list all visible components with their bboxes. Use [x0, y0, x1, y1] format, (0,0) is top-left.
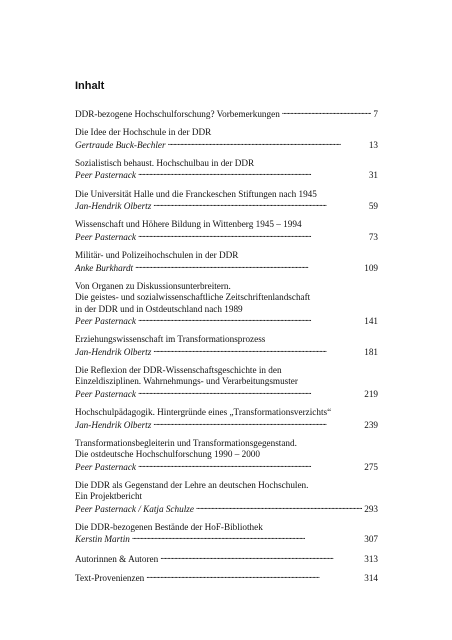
- toc-page-number: 13: [368, 139, 378, 150]
- toc-title-line: Die Universität Halle und die Franckeschen Stiftungen nach 1945: [75, 188, 317, 199]
- toc-entry: [75, 553, 378, 565]
- toc-title-line: Sozialistisch behaust. Hochschulbau in der DDR: [75, 158, 255, 168]
- toc-line: [75, 346, 378, 358]
- toc-author: Peer Pasternack: [75, 461, 136, 472]
- toc-title: Autorinnen & Autoren: [75, 553, 159, 564]
- dot-leader: [153, 419, 362, 428]
- toc-title-line: Von Organen zu Diskussionsunterbreitern.: [75, 280, 231, 291]
- toc-page-number: 275: [364, 461, 378, 472]
- toc-author: Jan-Hendrik Olbertz: [75, 419, 152, 430]
- toc-author: Peer Pasternack: [75, 231, 136, 242]
- toc-title-line: Transformationsbegleiterin und Transformationsgegenstand.: [75, 437, 297, 448]
- dot-leader: [146, 572, 362, 581]
- dot-leader: [138, 315, 362, 324]
- toc-line: [75, 169, 378, 181]
- toc-title-line: in der DDR und in Ostdeutschland nach 1989: [75, 303, 243, 314]
- toc-entry: [75, 281, 378, 328]
- toc-line: [75, 461, 378, 473]
- toc-title: Text-Provenienzen: [75, 573, 145, 584]
- dot-leader: [282, 108, 372, 117]
- toc-entry: [75, 522, 378, 546]
- toc-author: Peer Pasternack: [75, 388, 136, 399]
- toc-title-line: Militär- und Polizeihochschulen in der DDR: [75, 250, 239, 261]
- dot-leader: [138, 461, 362, 470]
- toc-line: [75, 231, 378, 243]
- dot-leader: [135, 262, 362, 271]
- toc-entry: [75, 365, 378, 400]
- dot-leader: [160, 553, 362, 562]
- toc-line: [75, 419, 378, 431]
- toc-author: Anke Burkhardt: [75, 262, 134, 273]
- toc-entry: [75, 407, 378, 431]
- toc-title-line: Die Reflexion der DDR-Wissenschaftsgeschichte in den: [75, 365, 282, 376]
- toc-entry: [75, 250, 378, 274]
- toc-entry: [75, 219, 378, 243]
- toc-page-number: 141: [364, 316, 378, 327]
- toc-entry: [75, 127, 378, 151]
- toc-entry: [75, 572, 378, 584]
- toc-title-line: Ein Projektbericht: [75, 491, 143, 502]
- dot-leader: [153, 200, 367, 209]
- dot-leader: [153, 346, 362, 355]
- toc-page-number: 314: [364, 573, 378, 584]
- toc-heading: Inhalt: [75, 80, 105, 92]
- dot-leader: [168, 139, 367, 148]
- table-of-contents: [75, 108, 378, 591]
- toc-line: [75, 262, 378, 274]
- toc-line: [75, 533, 378, 545]
- toc-author: Gertraude Buck-Bechler: [75, 139, 166, 150]
- toc-line: [75, 315, 378, 327]
- toc-entry: [75, 480, 378, 515]
- dot-leader: [196, 503, 362, 512]
- toc-page-number: 293: [364, 503, 378, 514]
- toc-line: [75, 139, 378, 151]
- toc-entry: [75, 108, 378, 120]
- toc-line: [75, 553, 378, 565]
- toc-page-number: 307: [364, 534, 378, 545]
- toc-line: [75, 407, 378, 418]
- toc-line: [75, 572, 378, 584]
- toc-page-number: 59: [368, 201, 378, 212]
- toc-entry: [75, 438, 378, 473]
- toc-line: [75, 108, 378, 120]
- toc-title-line: Die DDR als Gegenstand der Lehre an deutschen Hochschulen.: [75, 479, 309, 490]
- toc-title-line: Einzeldisziplinen. Wahrnehmungs- und Verarbeitungsmuster: [75, 376, 298, 387]
- toc-author: Jan-Hendrik Olbertz: [75, 201, 152, 212]
- toc-page-number: 7: [373, 109, 378, 119]
- toc-title-line: Erziehungswissenschaft im Transformationsprozess: [75, 334, 266, 345]
- toc-page-number: 73: [368, 231, 378, 242]
- toc-title-line: Die Idee der Hochschule in der DDR: [75, 127, 212, 138]
- toc-line: [75, 388, 378, 400]
- toc-entry: [75, 189, 378, 213]
- toc-entry: [75, 334, 378, 358]
- toc-line: [75, 503, 378, 515]
- toc-page-number: 31: [368, 170, 378, 181]
- dot-leader: [138, 169, 367, 178]
- toc-title-line: Die ostdeutsche Hochschulforschung 1990 – 2000: [75, 449, 260, 460]
- toc-page-number: 181: [364, 346, 378, 357]
- toc-entry: [75, 158, 378, 182]
- toc-author: Peer Pasternack: [75, 316, 136, 327]
- toc-author: Peer Pasternack: [75, 170, 136, 181]
- toc-author: Kerstin Martin: [75, 534, 130, 545]
- toc-title-line: Wissenschaft und Höhere Bildung in Wittenberg 1945 – 1994: [75, 219, 302, 230]
- toc-author: Jan-Hendrik Olbertz: [75, 346, 152, 357]
- toc-page-number: 239: [364, 419, 378, 430]
- dot-leader: [138, 231, 367, 240]
- dot-leader: [138, 388, 362, 397]
- toc-title: Hochschulpädagogik. Hintergründe eines „Transformationsverzichts“: [75, 407, 332, 418]
- dot-leader: [132, 533, 362, 542]
- toc-title-line: Die DDR-bezogenen Bestände der HoF-Bibliothek: [75, 522, 263, 533]
- toc-page-number: 313: [364, 553, 378, 564]
- toc-title: DDR-bezogene Hochschulforschung? Vorbemerkungen: [75, 109, 280, 119]
- toc-line: [75, 200, 378, 212]
- toc-page-number: 219: [364, 388, 378, 399]
- toc-author: Peer Pasternack / Katja Schulze: [75, 503, 194, 514]
- toc-title-line: Die geistes- und sozialwissenschaftliche Zeitschriftenlandschaft: [75, 292, 311, 303]
- toc-page-number: 109: [364, 262, 378, 273]
